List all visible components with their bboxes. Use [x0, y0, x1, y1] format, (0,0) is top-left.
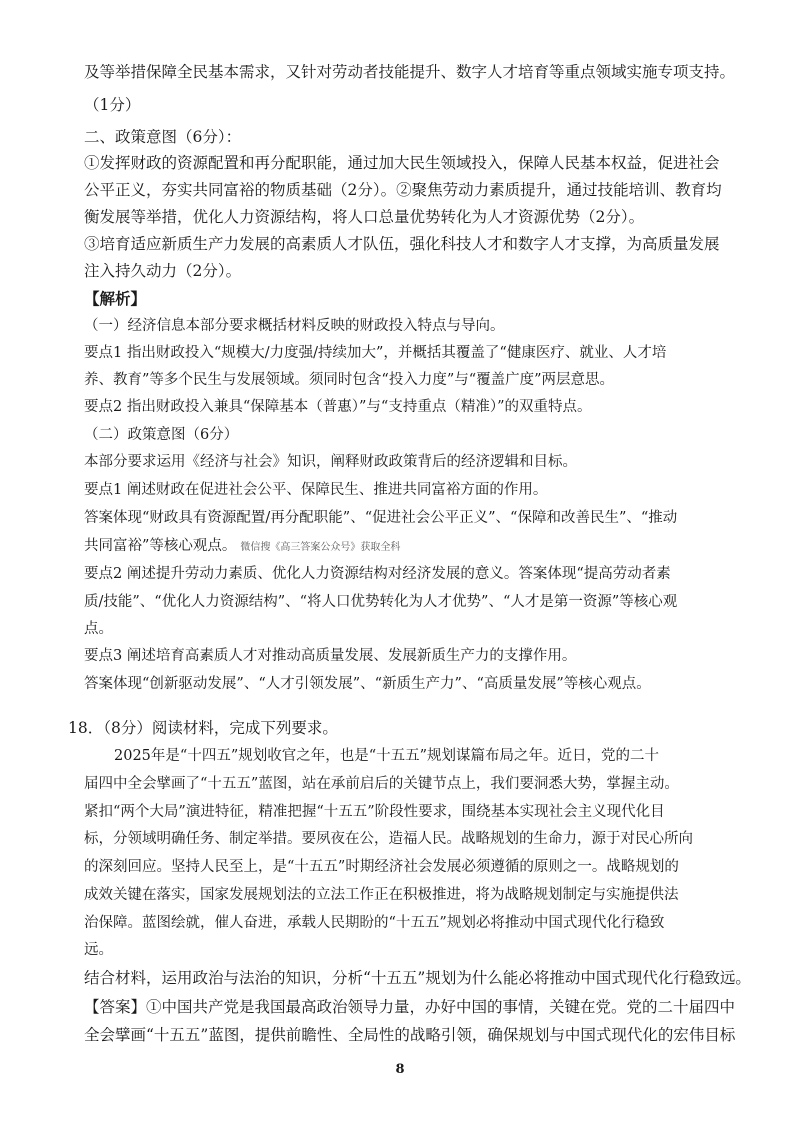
text-line: 要点1 指出财政投入“规模大/力度强/持续加大”，并概括其覆盖了“健康医疗、就业、人才培: [84, 345, 667, 361]
text-line: 注入持久动力（2分）。: [84, 262, 242, 280]
text-line: （二）政策意图（6分）: [84, 427, 239, 443]
text-line: 标，分领域明确任务、制定举措。要夙夜在公，造福人民。战略规划的生命力，源于对民心所向: [84, 831, 693, 847]
text-line: 公平正义，夯实共同富裕的物质基础（2分）。②聚焦劳动力素质提升，通过技能培训、教育均: [84, 181, 722, 199]
answer-line: 【答案】①中国共产党是我国最高政治领导力量，办好中国的事情，关键在党。党的二十届四中: [84, 998, 736, 1016]
text-line: （一）经济信息本部分要求概括材料反映的财政投入特点与导向。: [84, 318, 505, 334]
text-line: （1分）: [84, 96, 141, 114]
text-line: 届四中全会擘画了“十五五”蓝图，站在承前启后的关键节点上，我们要洞悉大势，掌握主动。: [84, 776, 679, 792]
text-line: 的深刻回应。坚持人民至上，是“十五五”时期经济社会发展必须遵循的原则之一。战略规划的: [84, 859, 679, 875]
text-line: 成效关键在落实，国家发展规划法的立法工作正在积极推进，将为战略规划制定与实施提供法: [84, 887, 679, 903]
analysis-heading: 【解析】: [84, 289, 147, 308]
text-line: 远。: [84, 942, 113, 958]
text-line: 及等举措保障全民基本需求，又针对劳动者技能提升、数字人才培育等重点领域实施专项支持。: [84, 63, 736, 81]
text-line: 2025年是“十四五”规划收官之年，也是“十五五”规划谋篇布局之年。近日，党的二十: [114, 748, 660, 764]
answer-line: 全会擘画“十五五”蓝图，提供前瞻性、全局性的战略引领，确保规划与中国式现代化的宏伟目标: [84, 1026, 736, 1044]
text-line: 答案体现“创新驱动发展”、“人才引领发展”、“新质生产力”、“高质量发展”等核心观点。: [84, 676, 651, 692]
page-number: 8: [395, 1062, 405, 1077]
text-line: 养、教育”等多个民生与发展领域。须同时包含“投入力度”与“覆盖广度”两层意思。: [84, 372, 615, 388]
text-line: 紧扣“两个大局”演进特征，精准把握“十五五”阶段性要求，围绕基本实现社会主义现代化目: [84, 804, 665, 820]
text-line: 质/技能”、“优化人力资源结构”、“将人口优势转化为人才优势”、“人才是第一资源”等核心观: [84, 594, 678, 610]
text-line: 要点2 阐述提升劳动力素质、优化人力资源结构对经济发展的意义。答案体现“提高劳动者素: [84, 566, 671, 582]
watermark: 微信搜《高三答案公众号》获取全科: [240, 542, 401, 553]
text-line: 要点1 阐述财政在促进社会公平、保障民生、推进共同富裕方面的作用。: [84, 482, 548, 498]
text-line: 治保障。蓝图绘就，催人奋进，承载人民期盼的“十五五”规划必将推动中国式现代化行稳致: [84, 915, 665, 931]
question-title: 18．（8分）阅读材料，完成下列要求。: [68, 719, 338, 737]
text-line: 衡发展等举措，优化人力资源结构，将人口总量优势转化为人才资源优势（2分）。: [84, 208, 645, 226]
text-line: ③培育适应新质生产力发展的高素质人才队伍，强化科技人才和数字人才支撑，为高质量发展: [84, 235, 720, 253]
text-line: 点。: [84, 621, 113, 637]
text-line: ①发挥财政的资源配置和再分配职能，通过加大民生领域投入，保障人民基本权益，促进社会: [84, 154, 720, 172]
text-line: 本部分要求运用《经济与社会》知识，阐释财政政策背后的经济逻辑和目标。: [84, 454, 577, 470]
text-line: 要点2 指出财政投入兼具“保障基本（普惠）”与“支持重点（精准）”的双重特点。: [84, 399, 592, 415]
text-line: 要点3 阐述培育高素质人才对推动高质量发展、发展新质生产力的支撑作用。: [84, 648, 577, 664]
question-prompt: 结合材料，运用政治与法治的知识，分析“十五五”规划为什么能必将推动中国式现代化行稳致远。: [84, 969, 751, 987]
text-line: 共同富裕”等核心观点。 微信搜《高三答案公众号》获取全科: [84, 538, 401, 554]
section-heading: 二、政策意图（6分）：: [84, 128, 242, 146]
text-line: 答案体现“财政具有资源配置/再分配职能”、“促进社会公平正义”、“保障和改善民生”、“推动: [84, 510, 678, 526]
